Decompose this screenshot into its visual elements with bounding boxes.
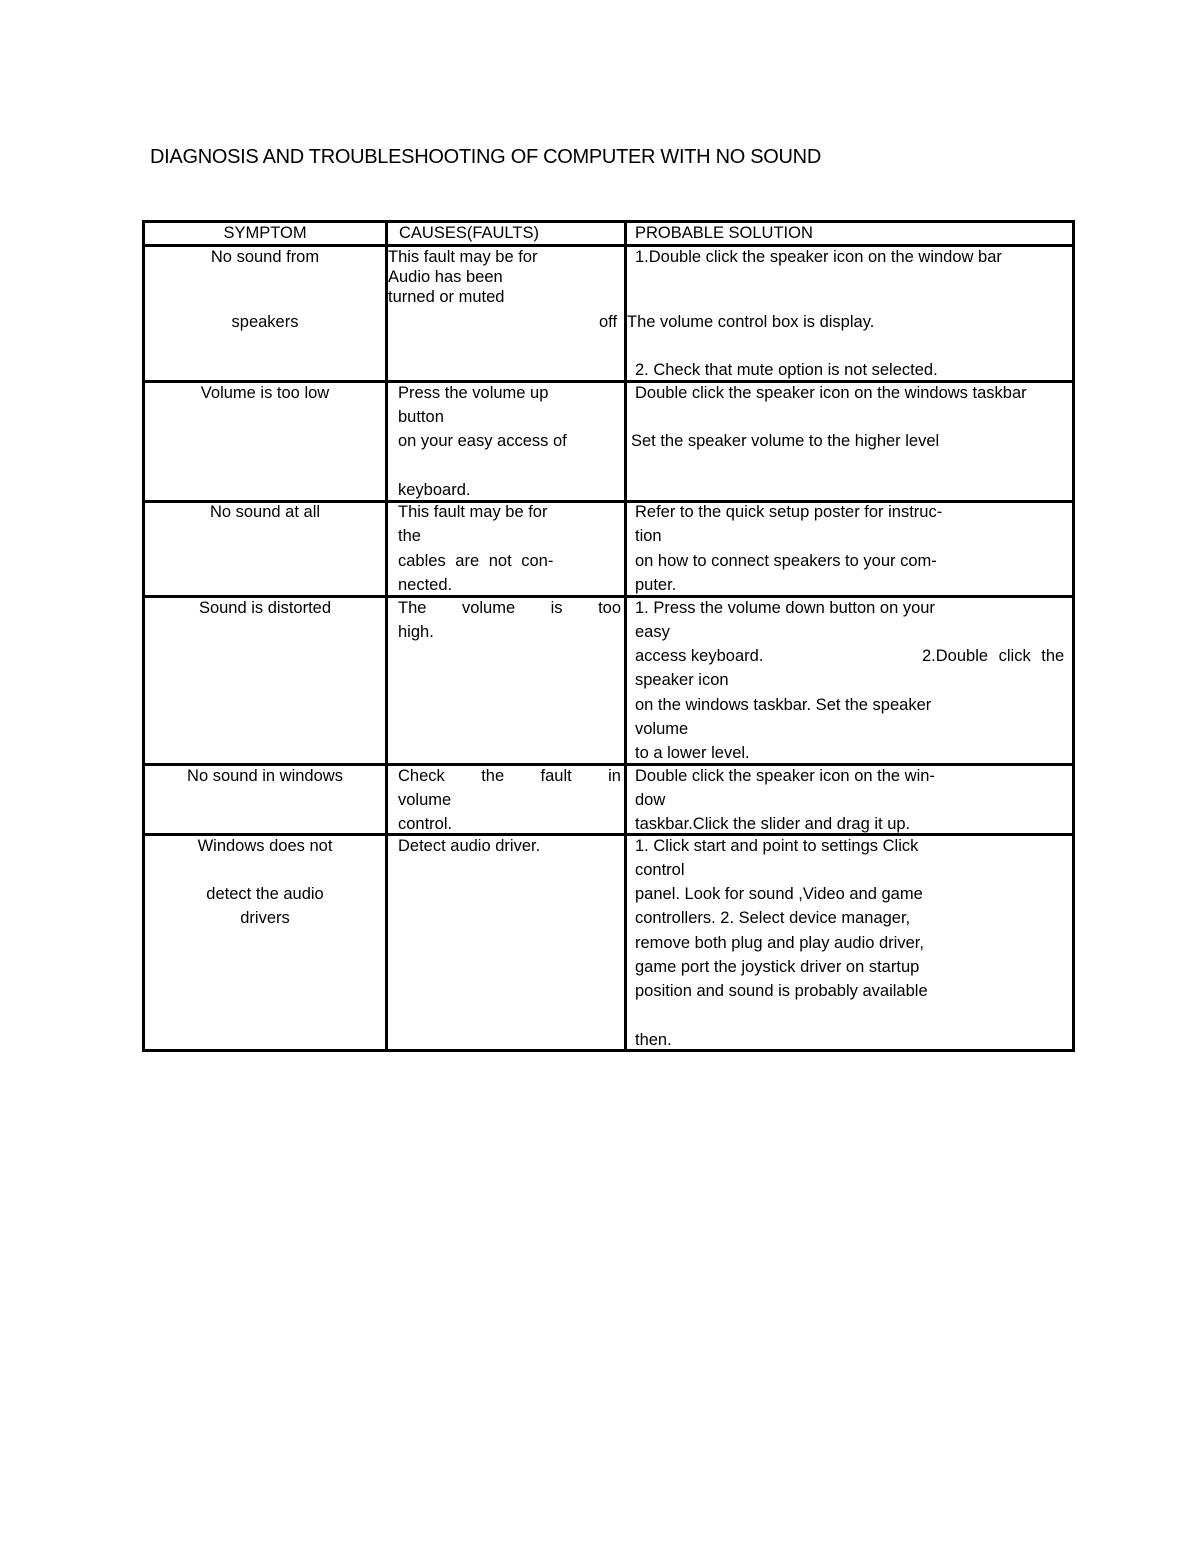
cause-cell: This fault may be for bbox=[388, 248, 538, 266]
solution-cell: controllers. 2. Select device manager, bbox=[635, 909, 911, 927]
column-divider bbox=[624, 223, 627, 1049]
solution-cell: puter. bbox=[635, 576, 677, 594]
solution-cell: control bbox=[635, 861, 685, 879]
symptom-cell: No sound at all bbox=[209, 503, 321, 521]
cause-cell: control. bbox=[398, 815, 453, 833]
solution-cell: 1. Click start and point to settings Click bbox=[635, 837, 919, 855]
solution-cell: to a lower level. bbox=[635, 744, 750, 762]
solution-cell: easy bbox=[635, 623, 670, 641]
cause-word: in bbox=[608, 767, 621, 785]
solution-cell: tion bbox=[635, 527, 662, 545]
solution-cell: dow bbox=[635, 791, 666, 809]
cause-word: volume bbox=[461, 599, 516, 617]
cause-cell: cables are not con- bbox=[398, 552, 554, 570]
column-divider bbox=[385, 223, 388, 1049]
solution-cell: game port the joystick driver on startup bbox=[635, 958, 920, 976]
cause-word: Check bbox=[398, 767, 445, 785]
cause-cell: This fault may be for bbox=[398, 503, 548, 521]
solution-cell: 2. Check that mute option is not selected. bbox=[635, 361, 938, 379]
symptom-cell: Sound is distorted bbox=[198, 599, 332, 617]
page-title: DIAGNOSIS AND TROUBLESHOOTING OF COMPUTER WITH NO SOUND bbox=[150, 146, 821, 168]
symptom-cell: No sound in windows bbox=[187, 767, 343, 785]
cause-cell: Audio has been bbox=[388, 268, 503, 286]
solution-cell: 2.Double click the bbox=[922, 647, 1065, 665]
header-causes: CAUSES(FAULTS) bbox=[399, 224, 539, 242]
cause-cell: keyboard. bbox=[398, 481, 471, 499]
solution-cell: Double click the speaker icon on the win- bbox=[635, 767, 935, 785]
solution-cell: taskbar.Click the slider and drag it up. bbox=[635, 815, 911, 833]
solution-cell: remove both plug and play audio driver, bbox=[635, 934, 924, 952]
solution-cell: speaker icon bbox=[635, 671, 729, 689]
cause-cell: Detect audio driver. bbox=[398, 837, 541, 855]
cause-cell: off bbox=[599, 313, 618, 331]
cause-cell: nected. bbox=[398, 576, 453, 594]
solution-cell: on how to connect speakers to your com- bbox=[635, 552, 937, 570]
header-symptom: SYMPTOM bbox=[223, 224, 307, 242]
cause-cell: the bbox=[398, 527, 421, 545]
cause-cell: high. bbox=[398, 623, 434, 641]
troubleshooting-table bbox=[142, 220, 1075, 1052]
symptom-cell: speakers bbox=[231, 313, 299, 331]
solution-cell: 1. Press the volume down button on your bbox=[635, 599, 935, 617]
cause-word: the bbox=[481, 767, 505, 785]
cause-cell: turned or muted bbox=[388, 288, 505, 306]
solution-cell: panel. Look for sound ,Video and game bbox=[635, 885, 923, 903]
solution-cell: The volume control box is display. bbox=[627, 313, 875, 331]
cause-cell: button bbox=[398, 408, 444, 426]
solution-cell: Double click the speaker icon on the windows taskbar bbox=[635, 384, 1027, 402]
cause-word: The bbox=[398, 599, 427, 617]
solution-cell: volume bbox=[635, 720, 689, 738]
symptom-cell: Windows does not bbox=[197, 837, 333, 855]
solution-cell: position and sound is probably available bbox=[635, 982, 928, 1000]
cause-cell: Press the volume up bbox=[398, 384, 549, 402]
symptom-cell: drivers bbox=[240, 909, 290, 927]
cause-word: is bbox=[550, 599, 563, 617]
solution-cell: 1.Double click the speaker icon on the window bar bbox=[635, 248, 1002, 266]
cause-word: too bbox=[598, 599, 621, 617]
solution-cell: then. bbox=[635, 1031, 672, 1049]
symptom-cell: detect the audio bbox=[206, 885, 324, 903]
header-solution: PROBABLE SOLUTION bbox=[635, 224, 813, 242]
symptom-cell: No sound from bbox=[210, 248, 320, 266]
solution-cell: access keyboard. bbox=[635, 647, 764, 665]
solution-cell: Set the speaker volume to the higher level bbox=[631, 432, 940, 450]
solution-cell: Refer to the quick setup poster for instruc- bbox=[635, 503, 943, 521]
symptom-cell: Volume is too low bbox=[200, 384, 330, 402]
cause-cell: volume bbox=[398, 791, 452, 809]
solution-cell: on the windows taskbar. Set the speaker bbox=[635, 696, 932, 714]
cause-cell bbox=[398, 766, 621, 786]
cause-cell: on your easy access of bbox=[398, 432, 567, 450]
cause-cell bbox=[398, 598, 621, 618]
cause-word: fault bbox=[540, 767, 572, 785]
